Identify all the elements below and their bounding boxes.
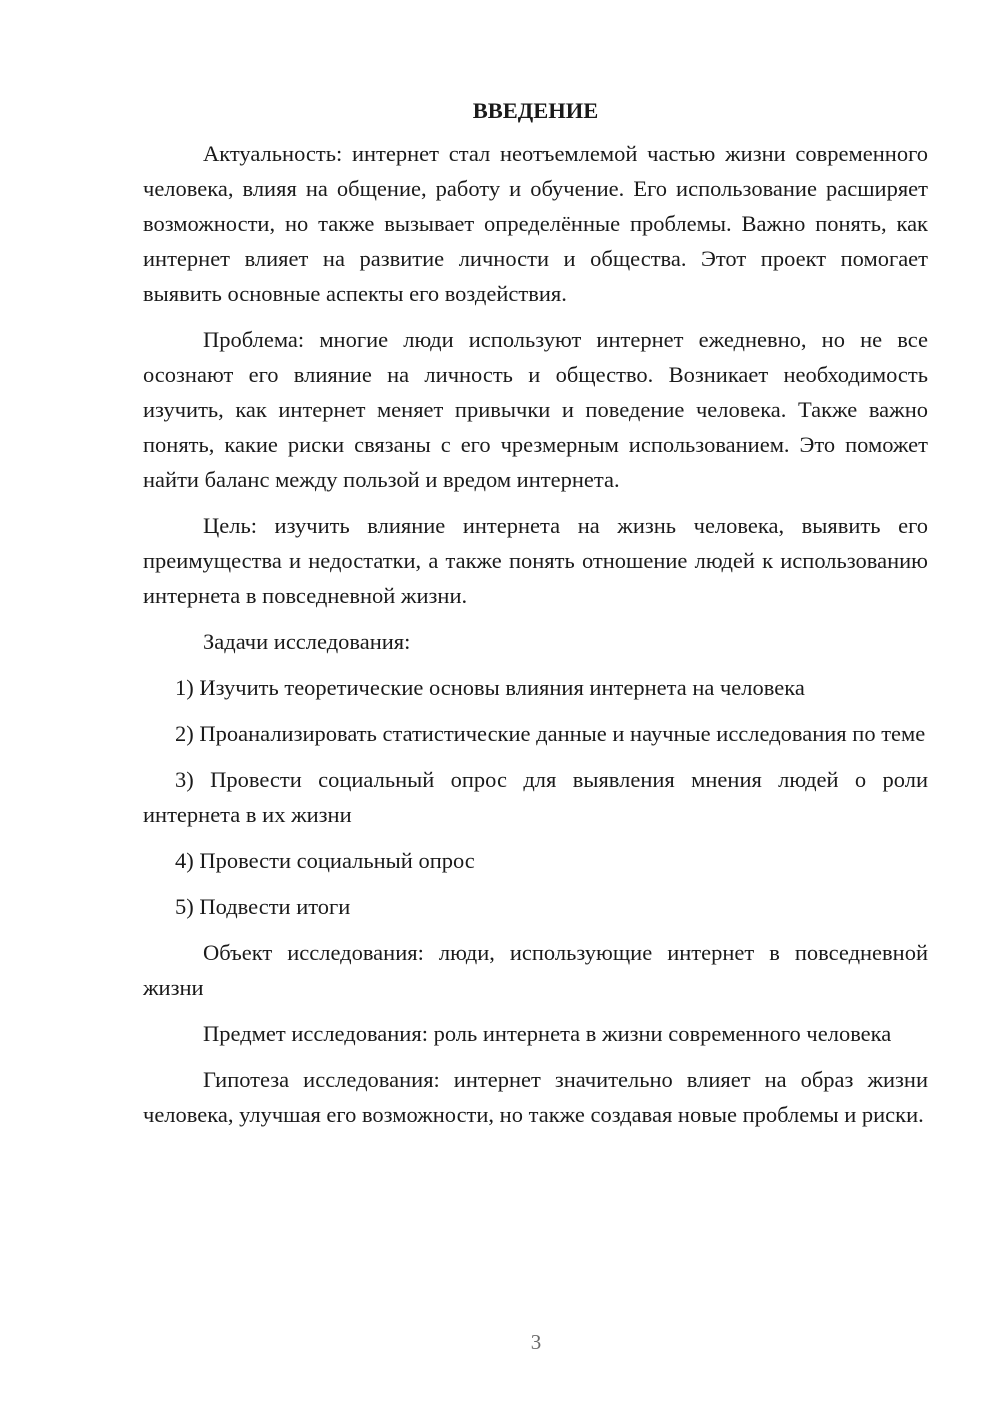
goal-paragraph: Цель: изучить влияние интернета на жизнь человека, выявить его преимущества и недостатки, а также понять отношение людей к использованию интернета в повседневной жизни. <box>143 513 928 608</box>
task-item: 4) Провести социальный опрос <box>175 848 475 873</box>
object-paragraph: Объект исследования: люди, использующие интернет в повседневной жизни <box>143 940 928 1000</box>
hypothesis-paragraph: Гипотеза исследования: интернет значительно влияет на образ жизни человека, улучшая его возможности, но также создавая новые проблемы и риски. <box>143 1067 928 1127</box>
page-title: ВВЕДЕНИЕ <box>472 98 599 123</box>
task-item: 5) Подвести итоги <box>175 894 351 919</box>
tasks-heading: Задачи исследования: <box>203 629 411 654</box>
relevance-paragraph: Актуальность: интернет стал неотъемлемой частью жизни современного человека, влияя на общение, работу и обучение. Его использование расширяет возможности, но также вызывает определённые проблемы. Важно понять, как интернет влияет на развитие личности и общества. Этот проект помогает выявить основные аспекты его воздействия. <box>143 141 928 306</box>
document-body <box>143 96 928 1143</box>
problem-paragraph: Проблема: многие люди используют интернет ежедневно, но не все осознают его влияние на личность и общество. Возникает необходимость изучить, как интернет меняет привычки и поведение человека. Также важно понять, какие риски связаны с его чрезмерным использованием. Это поможет найти баланс между пользой и вредом интернета. <box>143 327 928 492</box>
task-item: 3) Провести социальный опрос для выявления мнения людей о роли интернета в их жизни <box>143 767 928 827</box>
task-item: 1) Изучить теоретические основы влияния интернета на человека <box>175 675 805 700</box>
task-item: 2) Проанализировать статистические данные и научные исследования по теме <box>175 721 926 746</box>
page-number: 3 <box>530 1330 542 1354</box>
subject-paragraph: Предмет исследования: роль интернета в жизни современного человека <box>203 1021 892 1046</box>
